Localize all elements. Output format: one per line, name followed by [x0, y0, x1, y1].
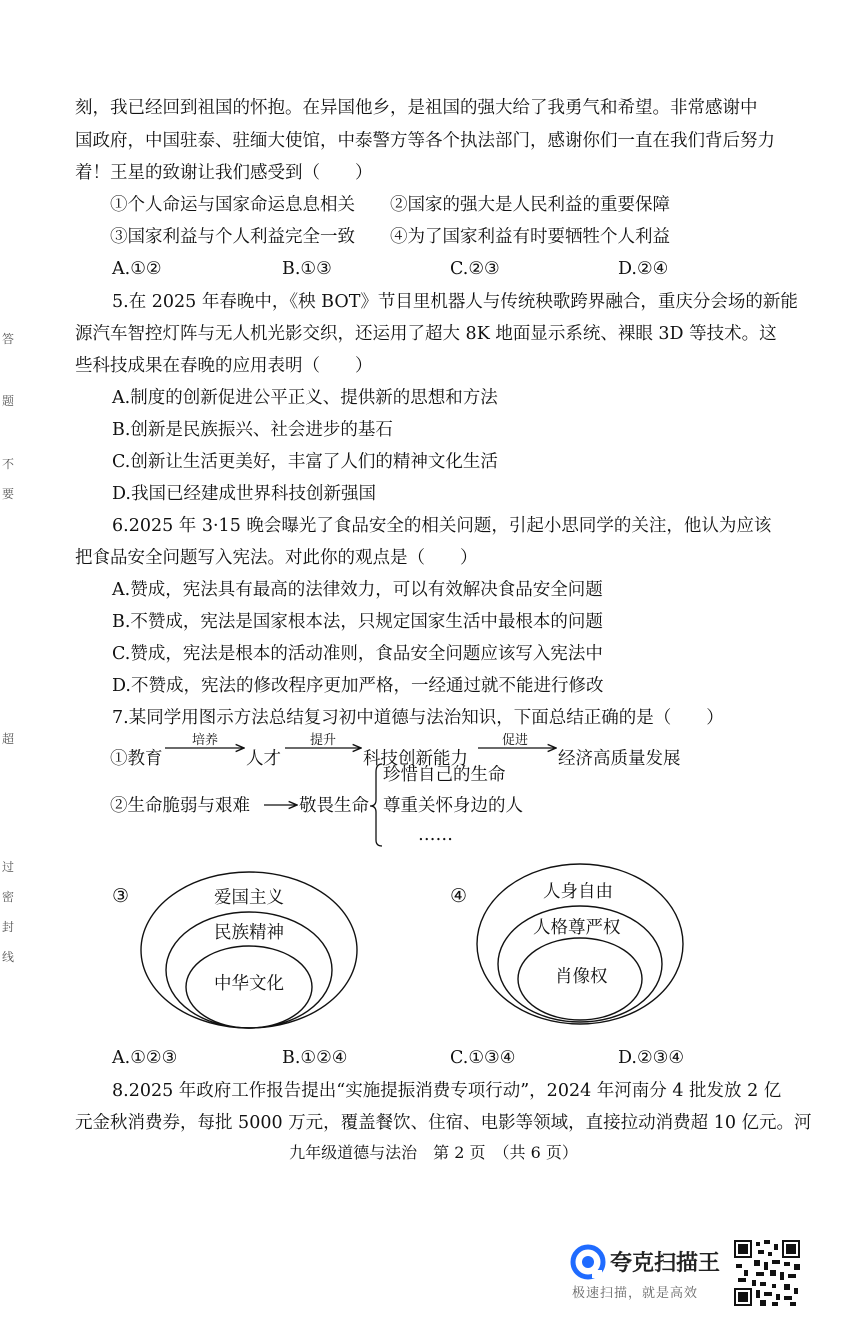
q4-option-d[interactable]: D.②④	[618, 259, 669, 279]
flow1-node-talent: 人才	[246, 749, 281, 769]
q6-option-d[interactable]: D.不赞成，宪法的修改程序更加严格，一经通过就不能进行修改	[112, 676, 604, 696]
flow1-node-economy: 经济高质量发展	[558, 749, 681, 769]
q7-option-a[interactable]: A.①②③	[112, 1048, 178, 1068]
q7-option-b[interactable]: B.①②④	[282, 1048, 348, 1068]
q5-option-b[interactable]: B.创新是民族振兴、社会进步的基石	[112, 420, 393, 440]
margin-mark: 答	[2, 332, 15, 346]
page-footer: 九年级道德与法治 第 2 页 （共 6 页）	[289, 1143, 578, 1162]
q4-statement: ①个人命运与国家命运息息相关	[110, 195, 355, 215]
q7-option-c[interactable]: C.①③④	[450, 1048, 516, 1068]
q5-stem: 些科技成果在春晚的应用表明（ ）	[75, 356, 373, 376]
q4-option-a[interactable]: A.①②	[112, 259, 162, 279]
diagram4-middle-label: 人格尊严权	[533, 918, 621, 938]
q5-option-d[interactable]: D.我国已经建成世界科技创新强国	[112, 484, 376, 504]
q6-option-c[interactable]: C.赞成，宪法是根本的活动准则，食品安全问题应该写入宪法中	[112, 644, 603, 664]
q5-option-a[interactable]: A.制度的创新促进公平正义、提供新的思想和方法	[112, 388, 498, 408]
q4-statement: ②国家的强大是人民利益的重要保障	[390, 195, 670, 215]
flow1-node-education: ①教育	[110, 749, 163, 769]
flow2-branch: 尊重关怀身边的人	[383, 796, 523, 816]
q6-option-b[interactable]: B.不赞成，宪法是国家根本法，只规定国家生活中最根本的问题	[112, 612, 603, 632]
margin-mark: 过	[2, 860, 15, 874]
q6-stem: 把食品安全问题写入宪法。对此你的观点是（ ）	[75, 548, 478, 568]
scanner-watermark	[570, 1240, 730, 1304]
q5-stem: 源汽车智控灯阵与无人机光影交织，还运用了超大 8K 地面显示系统、裸眼 3D 等技术。这	[75, 324, 777, 344]
flow1-arrow-label: 提升	[310, 733, 337, 748]
q8-stem: 8.2025 年政府工作报告提出“实施提振消费专项行动”，2024 年河南分 4 批发放 2 亿	[112, 1081, 782, 1101]
flow1-arrow-label: 培养	[192, 733, 219, 748]
q4-option-b[interactable]: B.①③	[282, 259, 332, 279]
margin-mark: 超	[2, 732, 15, 746]
flow2-brace	[370, 764, 382, 846]
margin-mark: 封	[2, 920, 15, 934]
scanner-brand: 夸克扫描王	[610, 1251, 721, 1276]
diagram3-middle-label: 民族精神	[214, 923, 284, 943]
scanner-logo-icon	[570, 1244, 606, 1280]
q4-statement: ③国家利益与个人利益完全一致	[110, 227, 355, 247]
margin-mark: 不	[2, 457, 15, 471]
diagram4-outer-label: 人身自由	[543, 882, 613, 902]
q4-option-c[interactable]: C.②③	[450, 259, 500, 279]
margin-mark: 要	[2, 487, 15, 501]
flow2-middle: 敬畏生命	[299, 796, 369, 816]
q7-option-d[interactable]: D.②③④	[618, 1048, 685, 1068]
q6-stem: 6.2025 年 3·15 晚会曝光了食品安全的相关问题，引起小思同学的关注，他认为应该	[112, 516, 772, 536]
q5-stem: 5.在 2025 年春晚中，《秧 BOT》节目里机器人与传统秧歌跨界融合，重庆分会场的新能	[112, 292, 798, 312]
diagram4-marker: ④	[450, 885, 468, 907]
q7-stem: 7.某同学用图示方法总结复习初中道德与法治知识，下面总结正确的是（ ）	[112, 708, 724, 728]
q8-stem: 元金秋消费券，每批 5000 万元，覆盖餐饮、住宿、电影等领域，直接拉动消费超 10 亿元。河	[75, 1113, 812, 1133]
diagram4-inner-label: 肖像权	[555, 967, 608, 987]
diagram3-marker: ③	[112, 885, 130, 907]
margin-mark: 题	[2, 394, 15, 408]
flow2-branch-ellipsis: ……	[418, 825, 453, 845]
flow1-arrow-label: 促进	[502, 733, 529, 748]
flow1-node-innovation: 科技创新能力	[363, 749, 468, 769]
qr-code-icon	[734, 1240, 800, 1306]
diagram3-inner-label: 中华文化	[214, 974, 284, 994]
diagram3-outer-label: 爱国主义	[214, 888, 284, 908]
intro-line: 国政府，中国驻泰、驻缅大使馆，中泰警方等各个执法部门，感谢你们一直在我们背后努力	[75, 131, 775, 151]
q6-option-a[interactable]: A.赞成，宪法具有最高的法律效力，可以有效解决食品安全问题	[112, 580, 603, 600]
flow2-branch: 珍惜自己的生命	[383, 765, 506, 785]
intro-line: 着！王星的致谢让我们感受到（ ）	[75, 163, 373, 183]
margin-mark: 线	[2, 950, 15, 964]
intro-line: 刻，我已经回到祖国的怀抱。在异国他乡，是祖国的强大给了我勇气和希望。非常感谢中	[75, 98, 758, 118]
margin-mark: 密	[2, 890, 15, 904]
flow2-start: ②生命脆弱与艰难	[110, 796, 250, 816]
scanner-slogan: 极速扫描，就是高效	[572, 1286, 699, 1301]
q5-option-c[interactable]: C.创新让生活更美好，丰富了人们的精神文化生活	[112, 452, 498, 472]
q4-statement: ④为了国家利益有时要牺牲个人利益	[390, 227, 670, 247]
